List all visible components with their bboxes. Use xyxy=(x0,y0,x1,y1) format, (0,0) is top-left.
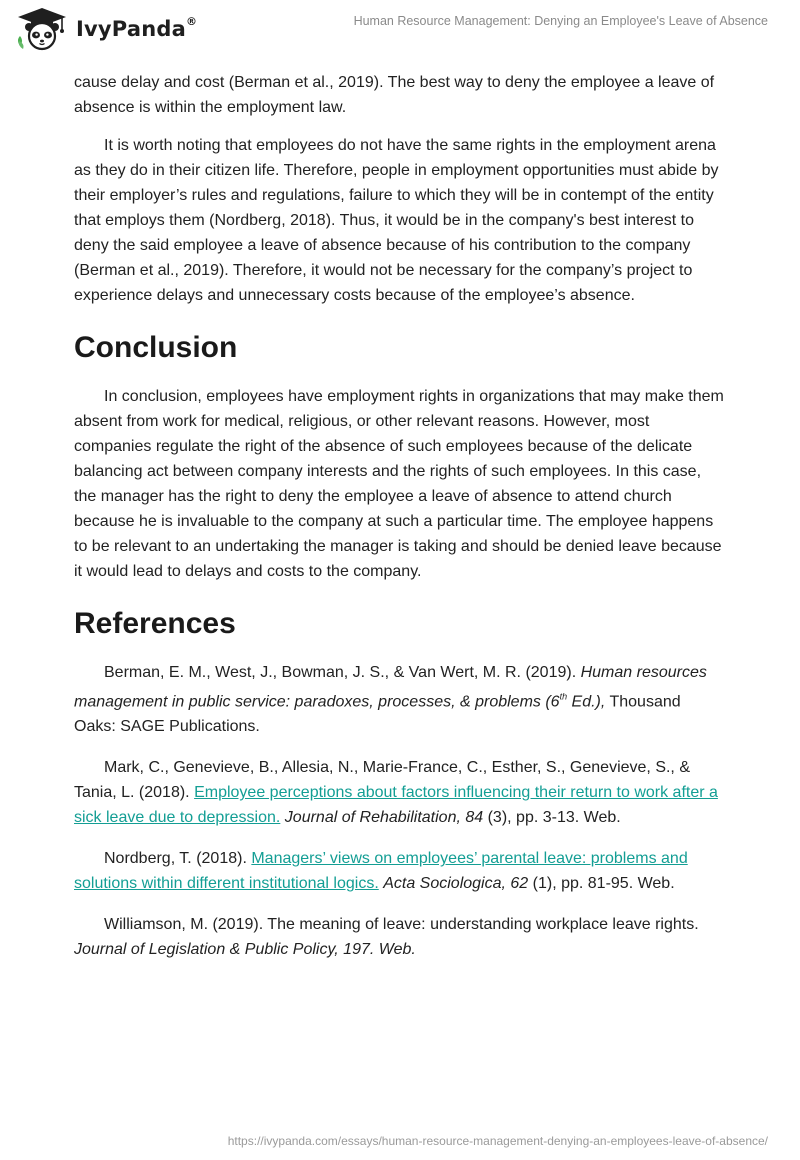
reference-link-nordberg[interactable]: Managers’ views on employees’ parental leave: problems and solutions within different institutional logics. xyxy=(74,850,688,893)
heading-conclusion: Conclusion xyxy=(74,331,238,364)
brand-logo[interactable] xyxy=(14,6,197,52)
reference-mark: Mark, C., Genevieve, B., Allesia, N., Marie-France, C., Esther, S., Genevieve, S., & Tania, L. (2018). Employee perceptions about factors influencing their return to work after a sick leave due to depression. Journal of Rehabilitation, 84 (3), pp. 3-13. Web. xyxy=(74,759,718,827)
reference-williamson: Williamson, M. (2019). The meaning of leave: understanding workplace leave rights. Journal of Legislation & Public Policy, 197. Web. xyxy=(74,916,699,959)
reference-link-mark[interactable]: Employee perceptions about factors influencing their return to work after a sick leave due to depression. xyxy=(74,784,718,827)
reference-nordberg: Nordberg, T. (2018). Managers’ views on employees’ parental leave: problems and solutions within different institutional logics. Acta Sociologica, 62 (1), pp. 81-95. Web. xyxy=(74,850,688,893)
essay-content xyxy=(74,70,726,978)
paragraph-rights: It is worth noting that employees do not have the same rights in the employment arena as they do in their citizen life. Therefore, people in employment opportunities must abide by their employer’s rules and regulations, failure to which they will be in contempt of the entity that employs them (Nordberg, 2018). Thus, it would be in the company's best interest to deny the said employee a leave of absence because of his contribution to the company (Berman et al., 2019). Therefore, it would not be necessary for the company’s project to experience delays and unnecessary costs because of the employee’s absence. xyxy=(74,137,719,304)
page-header xyxy=(0,0,800,66)
paragraph-conclusion: In conclusion, employees have employment rights in organizations that may make them absent from work for medical, religious, or other relevant reasons. However, most companies regulate the right of the absence of such employees because of the delicate balancing act between company interests and the rights of such employees. In this case, the manager has the right to deny the employee a leave of absence to attend church because he is invaluable to the company at such a particular time. The employee happens to be relevant to an undertaking the manager is taking and should be denied leave because it would lead to delays and costs to the company. xyxy=(74,388,724,580)
reference-berman: Berman, E. M., West, J., Bowman, J. S., & Van Wert, M. R. (2019). Human resources management in public service: paradoxes, processes, & problems (6th Ed.), Thousand Oaks: SAGE Publications. xyxy=(74,664,707,736)
heading-references: References xyxy=(74,607,236,640)
document-title: Human Resource Management: Denying an Employee's Leave of Absence xyxy=(353,14,768,28)
paragraph-intro: cause delay and cost (Berman et al., 2019). The best way to deny the employee a leave of absence is within the employment law. xyxy=(74,74,715,116)
brand-name: IvyPanda® xyxy=(76,15,198,41)
panda-graduate-icon xyxy=(14,6,70,52)
footer-url[interactable]: https://ivypanda.com/essays/human-resource-management-denying-an-employees-leave-of-absence/ xyxy=(227,1134,768,1148)
